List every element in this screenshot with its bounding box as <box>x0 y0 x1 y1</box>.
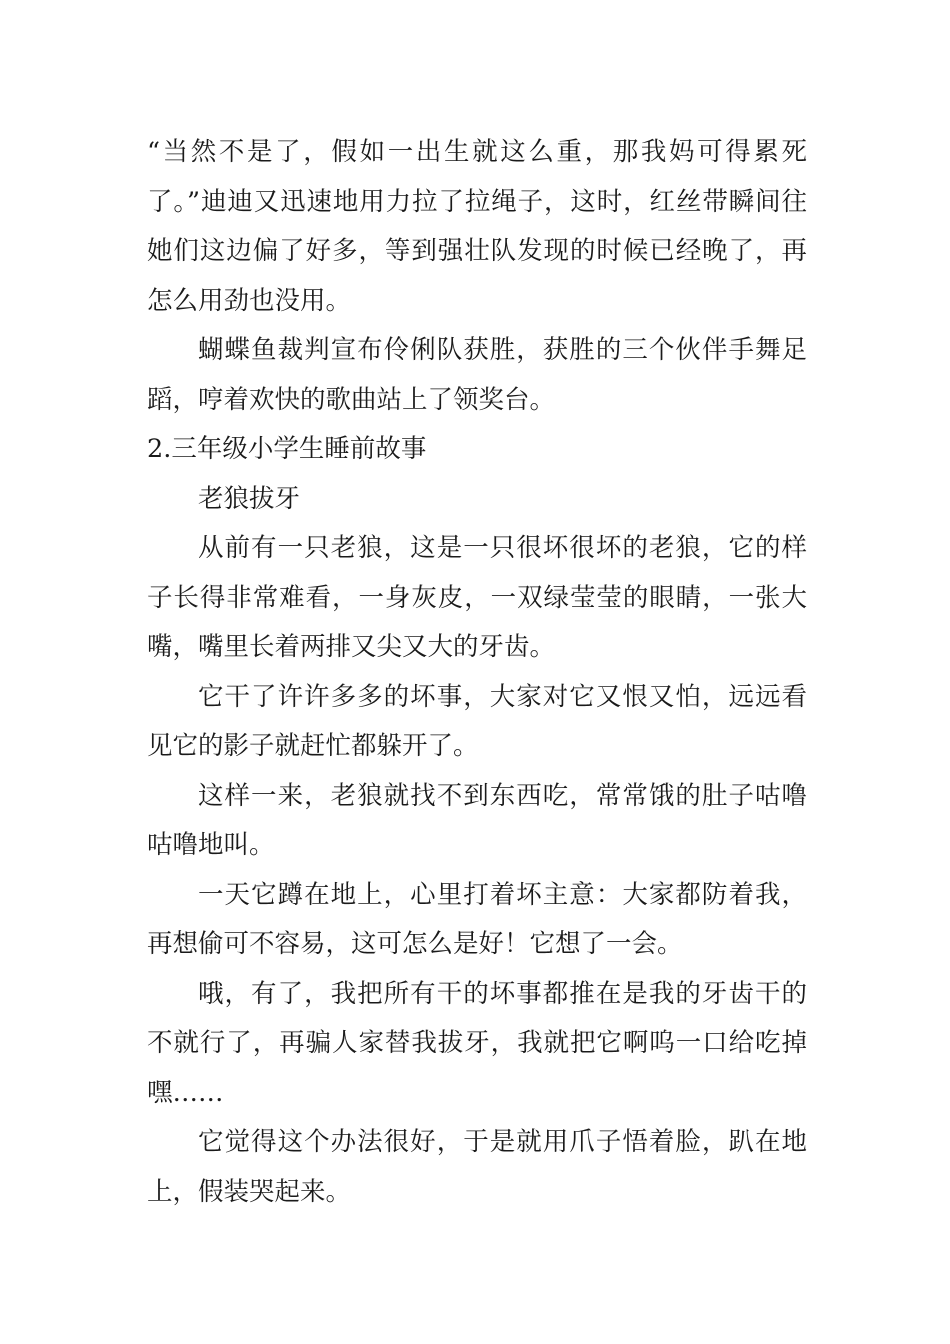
paragraph: 一天它蹲在地上，心里打着坏主意：大家都防着我，再想偷可不容易，这可怎么是好！它想了一会。 <box>147 879 807 959</box>
paragraph: 它觉得这个办法很好，于是就用爪子悟着脸，趴在地上，假装哭起来。 <box>147 1127 807 1207</box>
paragraph: 这样一来，老狼就找不到东西吃，常常饿的肚子咕噜咕噜地叫。 <box>147 780 807 860</box>
paragraph: 它干了许许多多的坏事，大家对它又恨又怕，远远看见它的影子就赶忙都躲开了。 <box>147 681 807 761</box>
section-heading: 2.三年级小学生睡前故事 <box>147 434 427 464</box>
document-body <box>147 128 807 1217</box>
paragraph-continuation: “当然不是了，假如一出生就这么重，那我妈可得累死了。”迪迪又迅速地用力拉了拉绳子，这时，红丝带瞬间往她们这边偏了好多，等到强壮队发现的时候已经晚了，再怎么用劲也没用。 <box>147 137 807 316</box>
paragraph: 哦，有了，我把所有干的坏事都推在是我的牙齿干的不就行了，再骗人家替我拔牙，我就把它啊呜一口给吃掉嘿…… <box>147 978 807 1108</box>
paragraph: 从前有一只老狼，这是一只很坏很坏的老狼，它的样子长得非常难看，一身灰皮，一双绿莹莹的眼睛，一张大嘴，嘴里长着两排又尖又大的牙齿。 <box>147 533 807 662</box>
paragraph: 蝴蝶鱼裁判宣布伶俐队获胜，获胜的三个伙伴手舞足蹈，哼着欢快的歌曲站上了领奖台。 <box>147 335 807 415</box>
story-title: 老狼拔牙 <box>198 483 301 514</box>
